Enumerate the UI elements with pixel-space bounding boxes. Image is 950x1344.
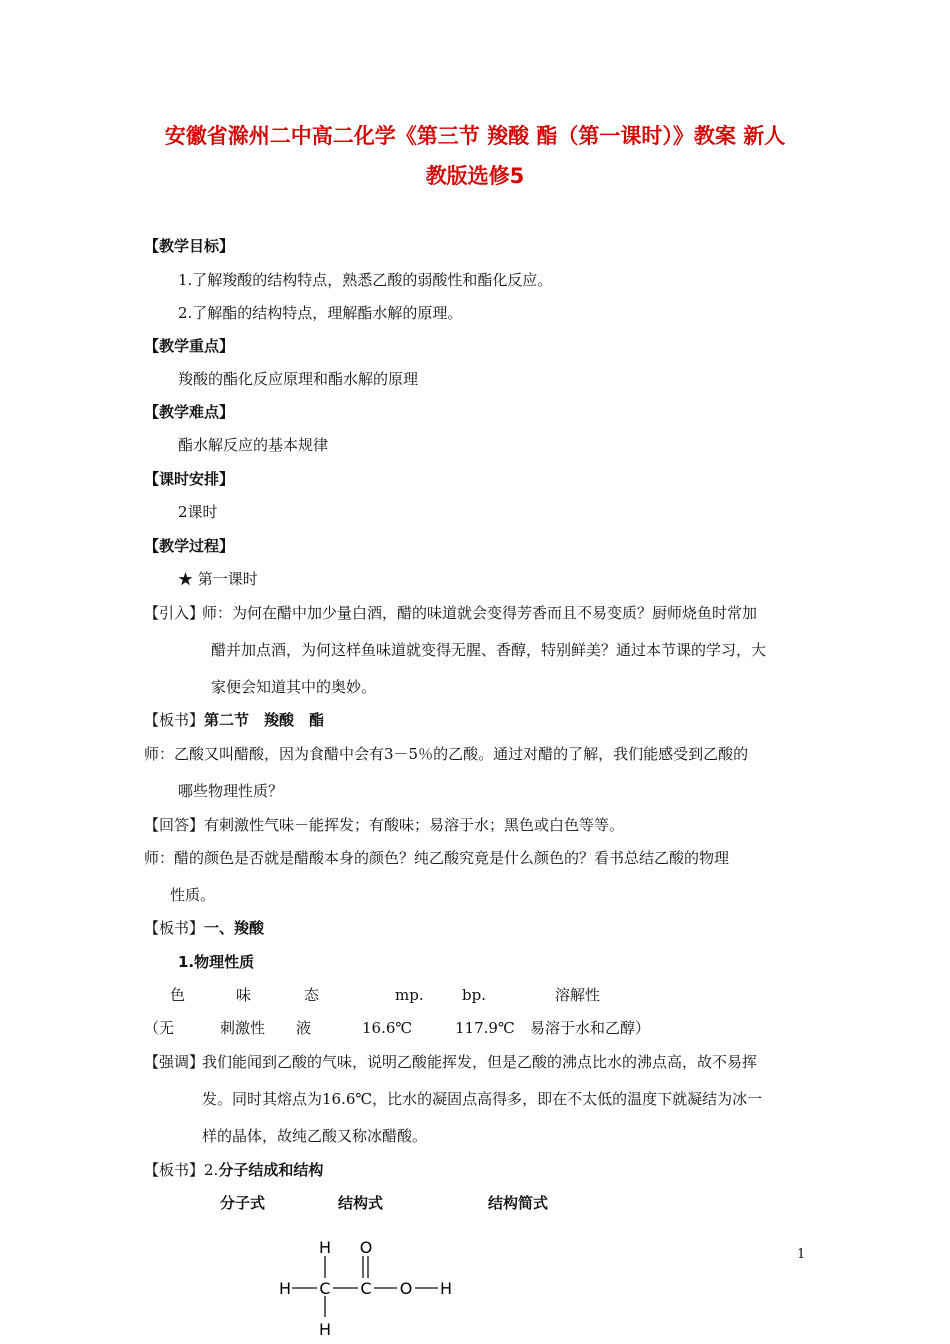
header-molecular-formula: 分子式 bbox=[220, 1194, 266, 1212]
goal-2: 2.了解酯的结构特点，理解酯水解的原理。 bbox=[178, 304, 463, 322]
atom-h-top: H bbox=[318, 1238, 332, 1257]
schedule-heading: 【课时安排】 bbox=[144, 470, 235, 488]
board-3-text: 分子结成和结构 bbox=[218, 1161, 324, 1179]
document-title-line1: 安徽省滁州二中高二化学《第三节 羧酸 酯（第一课时）》教案 新人 bbox=[164, 124, 786, 148]
emphasis-line-3: 样的晶体，故纯乙酸又称冰醋酸。 bbox=[202, 1127, 428, 1145]
board-3-prefix: 2. bbox=[204, 1161, 219, 1179]
header-structural-formula: 结构式 bbox=[338, 1194, 384, 1212]
schedule-text: 2课时 bbox=[178, 503, 218, 521]
value-solubility: 易溶于水和乙醇） bbox=[530, 1019, 651, 1037]
board-2 bbox=[144, 918, 264, 938]
teacher-1-line-2: 哪些物理性质？ bbox=[178, 782, 284, 800]
atom-c-2: C bbox=[360, 1279, 372, 1298]
board-1-label: 【板书】 bbox=[144, 711, 205, 729]
header-state: 态 bbox=[304, 986, 320, 1004]
emphasis-line-2: 发。同时其熔点为16.6℃，比水的凝固点高得多，即在不太低的温度下就凝结为冰一 bbox=[202, 1090, 763, 1108]
value-state: 液 bbox=[296, 1019, 312, 1037]
intro-line-2: 醋并加点酒，为何这样鱼味道就变得无腥、香醇，特别鲜美？通过本节课的学习，大 bbox=[211, 641, 767, 659]
difficulty-text: 酯水解反应的基本规律 bbox=[178, 436, 329, 454]
intro-line-1: 师：为何在醋中加少量白酒，醋的味道就会变得芳香而且不易变质？厨师烧鱼时常加 bbox=[202, 604, 758, 622]
header-bp: bp. bbox=[462, 986, 486, 1004]
acetic-acid-structural-formula bbox=[270, 1232, 470, 1340]
document-title-line2: 教版选修5 bbox=[425, 164, 525, 188]
value-smell: 刺激性 bbox=[220, 1019, 266, 1037]
answer-label: 【回答】 bbox=[144, 816, 205, 834]
physical-properties-heading: 1.物理性质 bbox=[178, 953, 255, 971]
first-lesson-marker: ★ 第一课时 bbox=[178, 570, 258, 588]
emphasis-label: 【强调】 bbox=[144, 1053, 205, 1071]
header-condensed-formula: 结构简式 bbox=[488, 1194, 549, 1212]
teacher-1-line-1: 师：乙酸又叫醋酸，因为食醋中会有3－5％的乙酸。通过对醋的了解，我们能感受到乙酸的 bbox=[144, 745, 749, 763]
board-3 bbox=[144, 1160, 323, 1180]
value-bp: 117.9℃ bbox=[455, 1019, 515, 1037]
header-mp: mp. bbox=[395, 986, 424, 1004]
atom-c-1: C bbox=[319, 1279, 331, 1298]
goals-heading: 【教学目标】 bbox=[144, 237, 235, 255]
difficulty-heading: 【教学难点】 bbox=[144, 403, 235, 421]
emphasis-line-1: 我们能闻到乙酸的气味，说明乙酸能挥发，但是乙酸的沸点比水的沸点高，故不易挥 bbox=[202, 1053, 758, 1071]
board-1 bbox=[144, 710, 324, 730]
value-mp: 16.6℃ bbox=[362, 1019, 413, 1037]
atom-o-top: O bbox=[359, 1238, 373, 1257]
header-smell: 味 bbox=[236, 986, 252, 1004]
goal-1: 1.了解羧酸的结构特点，熟悉乙酸的弱酸性和酯化反应。 bbox=[178, 271, 553, 289]
header-color: 色 bbox=[170, 986, 186, 1004]
board-1-text: 第二节 羧酸 酯 bbox=[204, 711, 325, 729]
board-2-label: 【板书】 bbox=[144, 919, 205, 937]
value-color: （无 bbox=[144, 1019, 175, 1037]
intro-label: 【引入】 bbox=[144, 604, 205, 622]
teacher-2-line-2: 性质。 bbox=[170, 886, 216, 904]
board-2-text: 一、羧酸 bbox=[204, 919, 265, 937]
keypoints-text: 羧酸的酯化反应原理和酯水解的原理 bbox=[178, 370, 419, 388]
atom-h-right: H bbox=[439, 1279, 453, 1298]
header-solubility: 溶解性 bbox=[555, 986, 601, 1004]
atom-o-right: O bbox=[399, 1279, 413, 1298]
keypoints-heading: 【教学重点】 bbox=[144, 337, 235, 355]
atom-h-left: H bbox=[278, 1279, 292, 1298]
page-number: 1 bbox=[797, 1247, 806, 1262]
answer-text: 有刺激性气味－能挥发；有酸味；易溶于水；黑色或白色等等。 bbox=[204, 816, 625, 834]
answer bbox=[144, 815, 624, 835]
teacher-2-line-1: 师：醋的颜色是否就是醋酸本身的颜色？纯乙酸究竟是什么颜色的？看书总结乙酸的物理 bbox=[144, 849, 730, 867]
board-3-label: 【板书】 bbox=[144, 1161, 205, 1179]
atom-h-bottom: H bbox=[318, 1320, 332, 1339]
intro-line-3: 家便会知道其中的奥妙。 bbox=[211, 678, 377, 696]
process-heading: 【教学过程】 bbox=[144, 537, 235, 555]
